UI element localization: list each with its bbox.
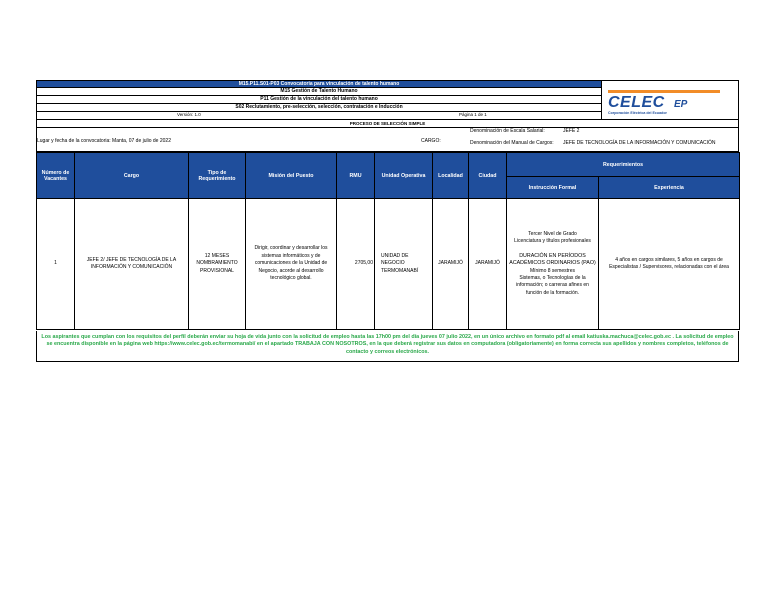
info-row	[36, 128, 739, 152]
instruccion-line: Licenciatura y títulos profesionales	[514, 238, 591, 245]
table-row	[37, 199, 740, 330]
scale-label: Denominación de Escala Salarial:	[470, 128, 545, 134]
header-cargo: Cargo	[75, 153, 189, 199]
cell-unidad: UNIDAD DE NEGOCIO TERMOMANABÍ	[375, 199, 433, 330]
logo-orange-stripe	[608, 90, 720, 93]
cell-tipo: 12 MESES NOMBRAMIENTO PROVISIONAL	[189, 199, 246, 330]
header-mision: Misión del Puesto	[246, 153, 337, 199]
cell-localidad: JARAMIJÓ	[433, 199, 469, 330]
cell-num: 1	[37, 199, 75, 330]
cell-ciudad: JARAMIJÓ	[469, 199, 507, 330]
header-unidad: Unidad Operativa	[375, 153, 433, 199]
manual-label: Denominación del Manual de Cargos:	[470, 140, 554, 146]
header-line-4: S02 Reclutamiento, pre-selección, selección, contratación e Inducción	[36, 104, 602, 112]
process-title: PROCESO DE SELECCIÓN SIMPLE	[36, 120, 739, 128]
cell-cargo: JEFE 2/ JEFE DE TECNOLOGÍA DE LA INFORMACIÓN Y COMUNICACIÓN	[75, 199, 189, 330]
cargo-label: CARGO:	[421, 138, 441, 144]
header-instruccion: Instrucción Formal	[507, 177, 599, 199]
cell-rmu: 2705,00	[337, 199, 375, 330]
header-tipo: Tipo de Requerimiento	[189, 153, 246, 199]
page-number: Página 1 de 1	[459, 112, 487, 117]
header-rmu: RMU	[337, 153, 375, 199]
place-date: Lugar y fecha de la convocatoria: Manta, 07 de julio de 2022	[37, 138, 171, 144]
cell-mision: Dirigir, coordinar y desarrollar los sistemas informáticos y de comunicaciones de la Unidad de Negocio, acorde al desarrollo tecnológico global.	[246, 199, 337, 330]
cell-experiencia: 4 años en cargos similares, 5 años en cargos de Especialistas / Supervisores, relacionadas con el área	[599, 199, 740, 330]
logo-tagline: Corporación Eléctrica del Ecuador	[608, 111, 667, 115]
version-text: Versión: 1.0	[177, 112, 201, 117]
vacancy-table	[36, 152, 740, 330]
logo-box	[602, 80, 739, 120]
header-num: Número de Vacantes	[37, 153, 75, 199]
header-line-3: P11 Gestión de la vinculación del talento humano	[36, 96, 602, 104]
footer-note: Los aspirantes que cumplan con los requisitos del perfil deberán enviar su hoja de vida junto con la solicitud de empleo hasta las 17h00 pm del día jueves 07 julio 2022, en un único archivo en formato pdf al email katiuska.machuca@celec.gob.ec . La solicitud de empleo se encuentra disponible en la página web https://www.celec.gob.ec/termomanabi/ en el apartado TRABAJA CON NOSOTROS, en la que deberá registrar sus datos en computadora (obligatoriamente) en forma correcta sus apellidos y nombres completos, teléfonos de contacto y correos electrónicos.	[36, 331, 739, 362]
version-row	[36, 112, 602, 120]
header-localidad: Localidad	[433, 153, 469, 199]
manual-value: JEFE DE TECNOLOGÍA DE LA INFORMACIÓN Y COMUNICACIÓN	[563, 140, 716, 146]
instruccion-line: Tercer Nivel de Grado	[528, 230, 577, 237]
instruccion-line: Sistemas, o Tecnologías de la información; o carreras afines en función de la formación.	[516, 274, 589, 296]
logo-suffix: EP	[674, 99, 688, 110]
header-requerimientos: Requerimientos	[507, 153, 740, 177]
cell-instruccion	[507, 199, 599, 330]
header-experiencia: Experiencia	[599, 177, 740, 199]
instruccion-line: DURACIÓN EN PERÍODOS ACADÉMICOS ORDINARIOS (PAO)	[509, 252, 596, 267]
instruccion-line	[508, 246, 597, 253]
scale-value: JEFE 2	[563, 128, 580, 134]
header-ciudad: Ciudad	[469, 153, 507, 199]
header-line-1: M15.P11.S01-P03 Convocatoria para vinculación de talento humano	[36, 80, 602, 88]
instruccion-line: Mínimo 8 semestres	[529, 267, 575, 274]
logo-brand: CELEC	[608, 94, 665, 111]
header-line-2: M15 Gestión de Talento Humano	[36, 88, 602, 96]
